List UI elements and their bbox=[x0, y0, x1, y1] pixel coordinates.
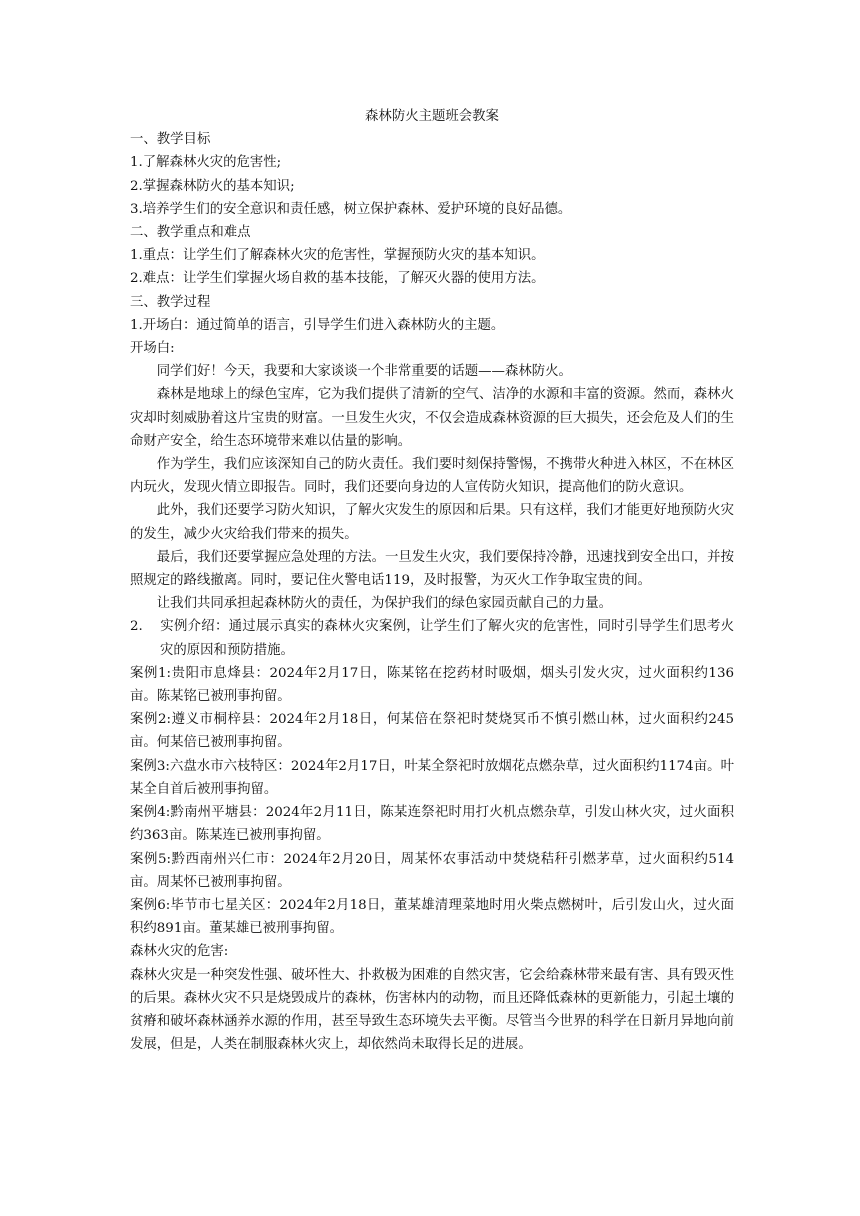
goal-item: 1.了解森林火灾的危害性; bbox=[130, 155, 282, 171]
section-heading-goals: 一、教学目标 bbox=[130, 132, 211, 148]
case-item: 案例6:毕节市七星关区：2024年2月18日，董某雄清理菜地时用火柴点燃树叶，后引发山火，过火面积约891亩。董某雄已被刑事拘留。 bbox=[130, 897, 734, 937]
key-point-item: 2.难点：让学生们掌握火场自救的基本技能，了解灭火器的使用方法。 bbox=[130, 271, 545, 287]
section-heading-key-points: 二、教学重点和难点 bbox=[130, 225, 251, 241]
opening-label: 开场白: bbox=[130, 341, 175, 357]
case-item: 案例2:遵义市桐梓县：2024年2月18日，何某倍在祭祀时焚烧冥币不慎引燃山林，过火面积约245亩。何某倍已被刑事拘留。 bbox=[130, 712, 734, 751]
opening-paragraph: 同学们好！今天，我要和大家谈谈一个非常重要的话题——森林防火。 bbox=[156, 364, 572, 380]
step-2-text: 实例介绍：通过展示真实的森林火灾案例，让学生们了解火灾的危害性，同时引导学生们思考火灾的原因和预防措施。 bbox=[160, 619, 734, 658]
goal-item: 2.掌握森林防火的基本知识; bbox=[130, 178, 295, 194]
step-2-number: 2. bbox=[130, 619, 143, 635]
opening-paragraph: 让我们共同承担起森林防火的责任，为保护我们的绿色家园贡献自己的力量。 bbox=[156, 596, 613, 612]
case-item: 案例3:六盘水市六枝特区：2024年2月17日，叶某全祭祀时放烟花点燃杂草，过火面积约1174亩。叶某全自首后被刑事拘留。 bbox=[130, 758, 734, 797]
opening-paragraph: 森林是地球上的绿色宝库，它为我们提供了清新的空气、洁净的水源和丰富的资源。然而，森林火灾却时刻威胁着这片宝贵的财富。一旦发生火灾，不仅会造成森林资源的巨大损失，还会危及人们的生命财产安全，给生态环境带来难以估量的影响。 bbox=[130, 387, 734, 449]
key-point-item: 1.重点：让学生们了解森林火灾的危害性，掌握预防火灾的基本知识。 bbox=[130, 248, 545, 264]
opening-paragraph: 此外，我们还要学习防火知识，了解火灾发生的原因和后果。只有这样，我们才能更好地预防火灾的发生，减少火灾给我们带来的损失。 bbox=[130, 503, 734, 542]
goal-item: 3.培养学生们的安全意识和责任感，树立保护森林、爱护环境的良好品德。 bbox=[130, 201, 572, 217]
document-page bbox=[130, 105, 734, 1056]
case-item: 案例5:黔西南州兴仁市：2024年2月20日，周某怀农事活动中焚烧秸秆引燃茅草，过火面积约514亩。周某怀已被刑事拘留。 bbox=[130, 851, 734, 890]
opening-paragraph: 最后，我们还要掌握应急处理的方法。一旦发生火灾，我们要保持冷静，迅速找到安全出口，并按照规定的路线撤离。同时，要记住火警电话119，及时报警，为灭火工作争取宝贵的间。 bbox=[130, 549, 734, 589]
case-item: 案例1:贵阳市息烽县：2024年2月17日，陈某铭在挖药材时吸烟，烟头引发火灾，过火面积约136亩。陈某铭已被刑事拘留。 bbox=[130, 665, 734, 705]
section-heading-process: 三、教学过程 bbox=[130, 294, 211, 310]
hazard-paragraph: 森林火灾是一种突发性强、破坏性大、扑救极为困难的自然灾害，它会给森林带来最有害、具有毁灭性的后果。森林火灾不只是烧毁成片的森林，伤害林内的动物，而且还降低森林的更新能力，引起土壤的贫瘠和破坏森林涵养水源的作用，甚至导致生态环境失去平衡。尽管当今世界的科学在日新月异地向前发展，但是，人类在制服森林火灾上，却依然尚未取得长足的进展。 bbox=[130, 967, 734, 1053]
opening-paragraph: 作为学生，我们应该深知自己的防火责任。我们要时刻保持警惕，不携带火种进入林区，不在林区内玩火，发现火情立即报告。同时，我们还要向身边的人宣传防火知识，提高他们的防火意识。 bbox=[130, 457, 734, 496]
document-title: 森林防火主题班会教案 bbox=[365, 109, 499, 124]
process-step-2 bbox=[130, 615, 734, 661]
hazard-label: 森林火灾的危害: bbox=[130, 944, 229, 960]
case-item: 案例4:黔南州平塘县：2024年2月11日，陈某连祭祀时用打火机点燃杂草，引发山林火灾，过火面积约363亩。陈某连已被刑事拘留。 bbox=[130, 805, 734, 844]
process-step-1: 1.开场白：通过简单的语言，引导学生们进入森林防火的主题。 bbox=[130, 317, 505, 333]
